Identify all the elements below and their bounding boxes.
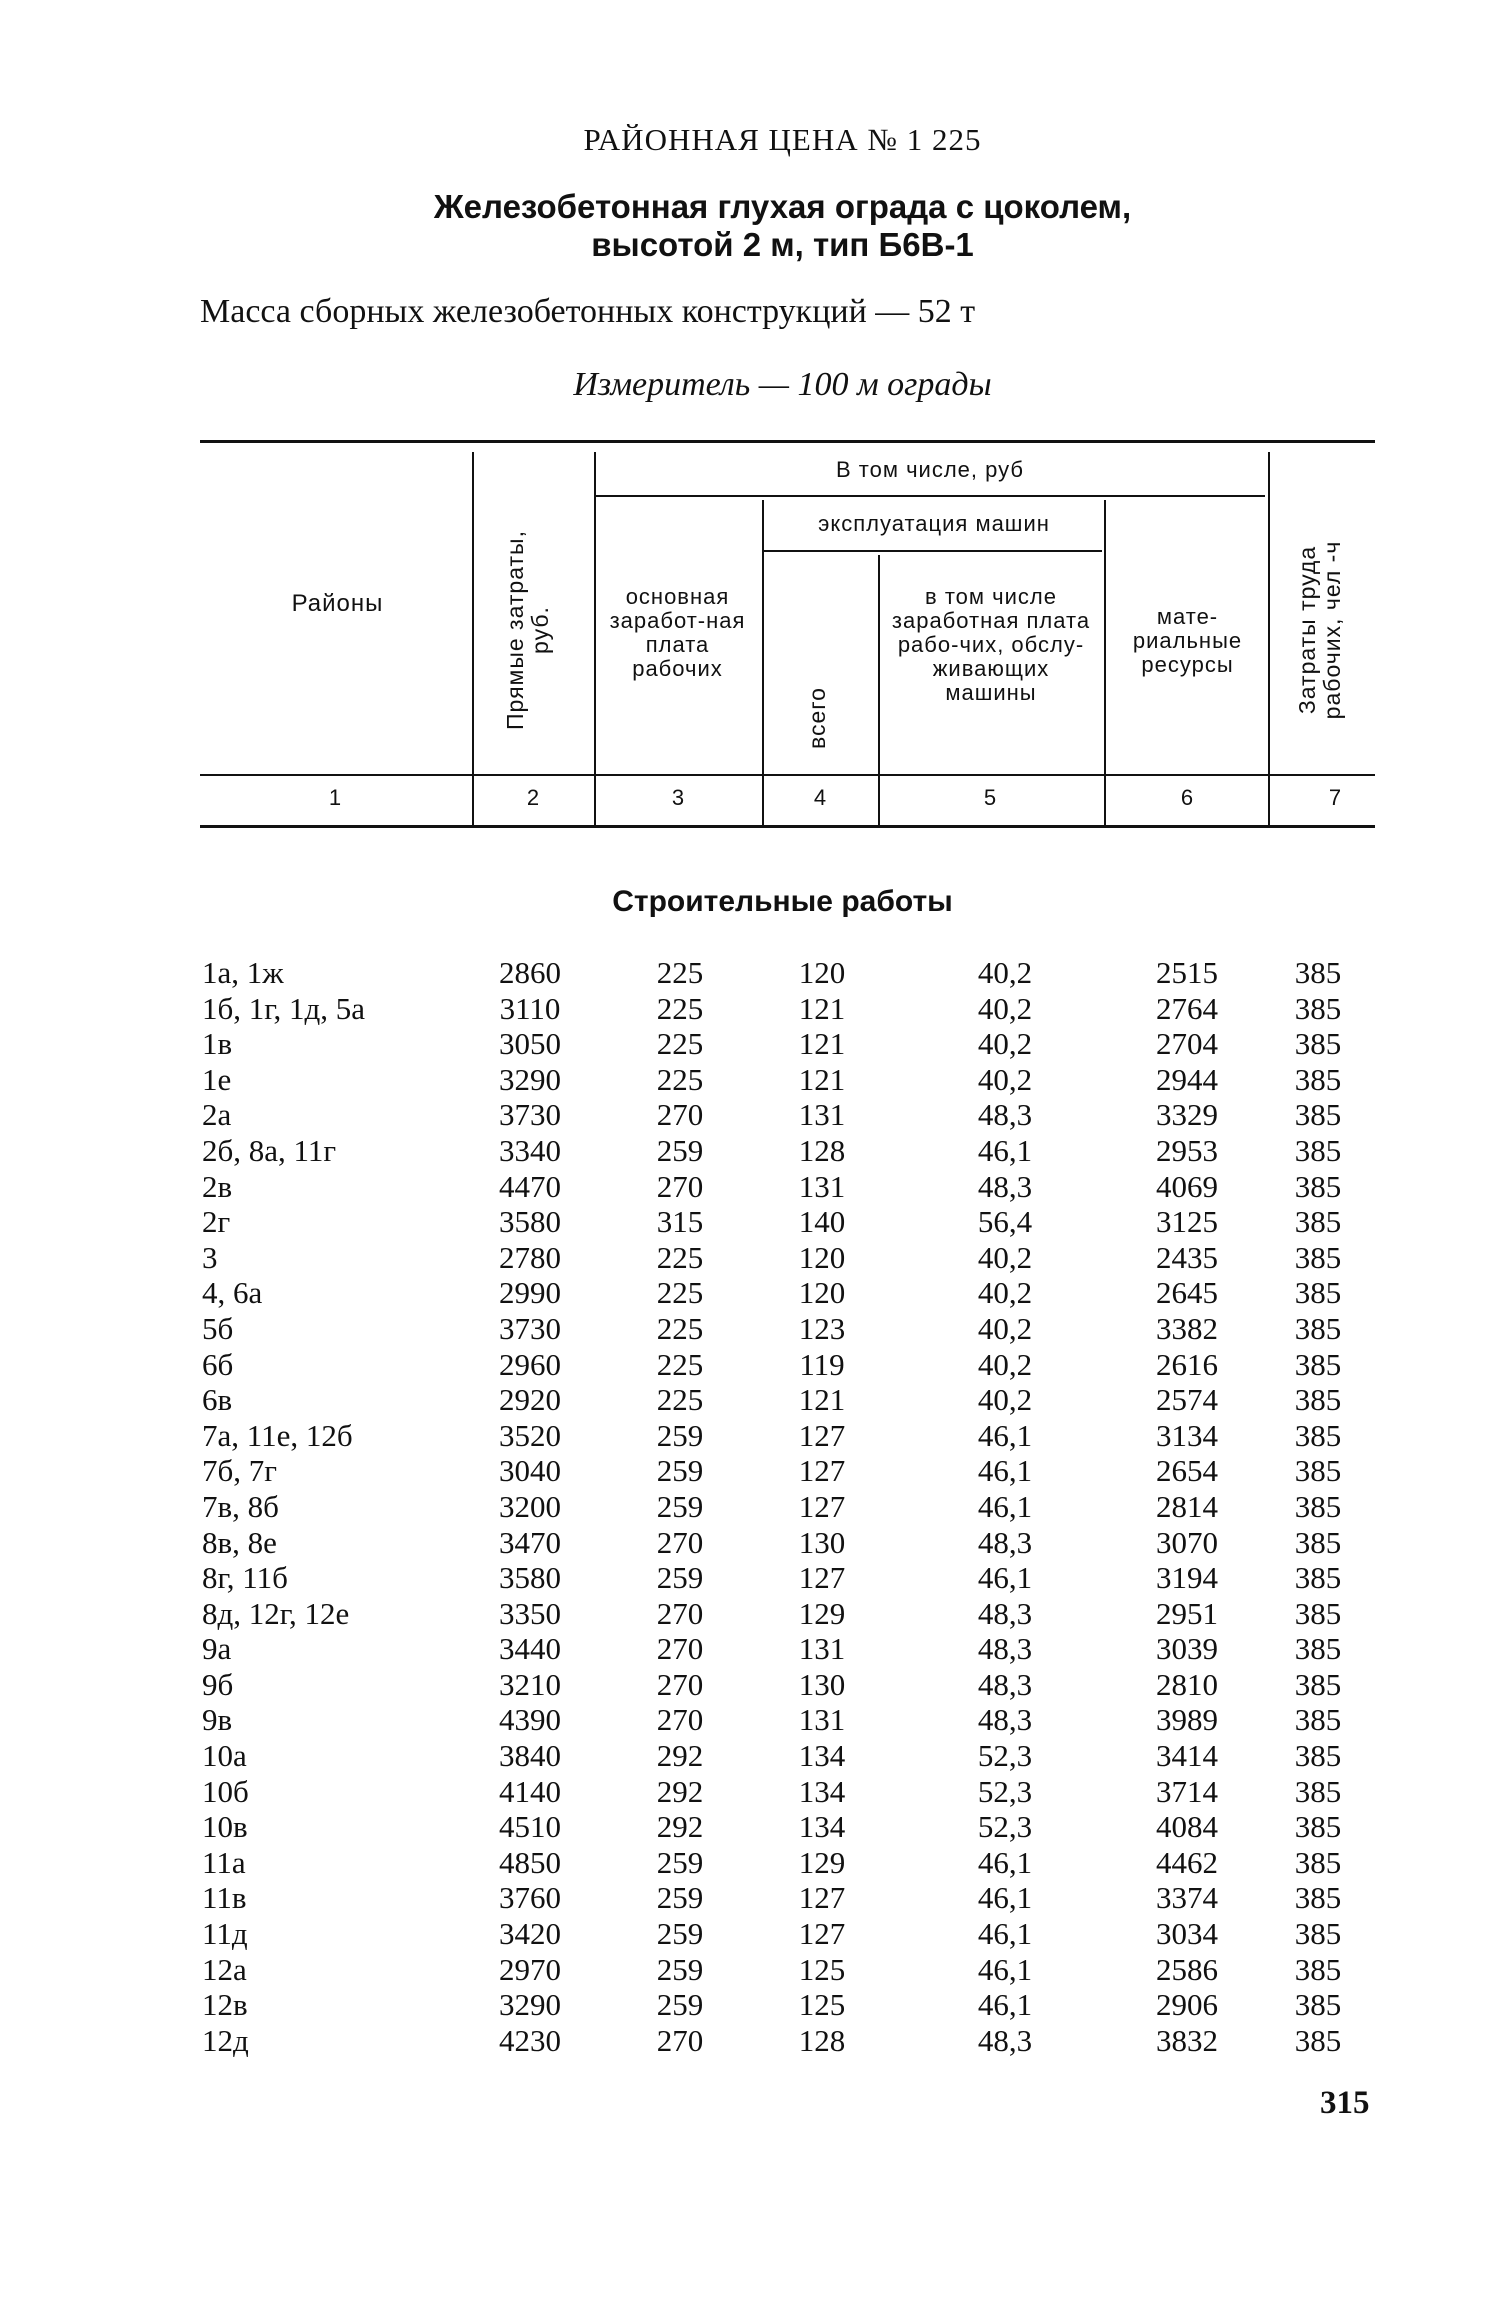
header-machines-total: всего (804, 687, 830, 749)
table-cell: 4510 (499, 1809, 561, 1845)
table-cell: 270 (656, 1097, 704, 1133)
table-cell: 121 (798, 1026, 846, 1062)
header-direct-costs: Прямые затраты, руб. (502, 530, 553, 730)
table-cell: 270 (656, 1702, 704, 1738)
table-cell: 4140 (499, 1773, 561, 1809)
col-number-4: 4 (813, 785, 827, 810)
table-cell: 10б (202, 1773, 249, 1809)
table-cell: 40,2 (977, 1382, 1033, 1418)
col-number-7: 7 (1328, 785, 1342, 810)
table-cell: 46,1 (977, 1916, 1033, 1952)
table-cell: 128 (798, 2022, 846, 2058)
numbers-bottom-rule (200, 825, 1375, 828)
col-divider-6 (1268, 452, 1270, 825)
table-cell: 46,1 (977, 1951, 1033, 1987)
table-cell: 385 (1294, 955, 1342, 990)
table-cell: 3070 (1156, 1524, 1218, 1560)
table-row (0, 1026, 1485, 1062)
table-row (0, 1845, 1485, 1881)
table-cell: 48,3 (977, 1595, 1033, 1631)
table-cell: 2435 (1156, 1239, 1218, 1275)
table-cell: 385 (1294, 1916, 1342, 1952)
table-row (0, 1738, 1485, 1774)
table-row (0, 1097, 1485, 1133)
table-cell: 3989 (1156, 1702, 1218, 1738)
table-cell: 40,2 (977, 1275, 1033, 1311)
table-cell: 48,3 (977, 1168, 1033, 1204)
table-cell: 48,3 (977, 2022, 1033, 2058)
table-cell: 270 (656, 1666, 704, 1702)
table-row (0, 2023, 1485, 2059)
table-cell: 56,4 (977, 1204, 1033, 1240)
table-row (0, 1525, 1485, 1561)
col-number-3: 3 (671, 785, 685, 810)
table-cell: 8д, 12г, 12е (202, 1595, 350, 1631)
table-cell: 8в, 8е (202, 1524, 277, 1560)
table-cell: 270 (656, 1524, 704, 1560)
table-cell: 12в (202, 1987, 248, 2023)
table-cell: 385 (1294, 990, 1342, 1026)
table-cell: 385 (1294, 1951, 1342, 1987)
machines-rule (762, 550, 1102, 552)
table-cell: 131 (798, 1168, 846, 1204)
table-cell: 4462 (1156, 1844, 1218, 1880)
table-row (0, 1311, 1485, 1347)
table-cell: 10а (202, 1738, 247, 1774)
header-bottom-rule (200, 774, 1375, 776)
table-cell: 270 (656, 2022, 704, 2058)
table-row (0, 1418, 1485, 1454)
table-cell: 2951 (1156, 1595, 1218, 1631)
table-cell: 4069 (1156, 1168, 1218, 1204)
table-cell: 3034 (1156, 1916, 1218, 1952)
table-cell: 7а, 11е, 12б (202, 1417, 353, 1453)
table-row (0, 1347, 1485, 1383)
table-cell: 385 (1294, 1346, 1342, 1382)
table-cell: 134 (798, 1738, 846, 1774)
table-cell: 40,2 (977, 1310, 1033, 1346)
table-row (0, 1489, 1485, 1525)
header-including: В том числе, руб (836, 457, 1024, 482)
table-cell: 121 (798, 1382, 846, 1418)
table-row (0, 1916, 1485, 1952)
table-cell: 2645 (1156, 1275, 1218, 1311)
table-cell: 259 (656, 1417, 704, 1453)
table-cell: 127 (798, 1916, 846, 1952)
table-cell: 131 (798, 1702, 846, 1738)
table-cell: 120 (798, 1239, 846, 1275)
table-row (0, 991, 1485, 1027)
table-cell: 3730 (499, 1310, 561, 1346)
table-cell: 2654 (1156, 1453, 1218, 1489)
table-cell: 48,3 (977, 1097, 1033, 1133)
table-cell: 259 (656, 1488, 704, 1524)
table-cell: 3420 (499, 1916, 561, 1952)
table-cell: 1в (202, 1026, 233, 1062)
table-cell: 2953 (1156, 1132, 1218, 1168)
table-cell: 3374 (1156, 1880, 1218, 1916)
table-row (0, 1596, 1485, 1632)
table-cell: 385 (1294, 1738, 1342, 1774)
page-number: 315 (1320, 2085, 1370, 2121)
col-number-2: 2 (526, 785, 540, 810)
table-cell: 129 (798, 1844, 846, 1880)
table-cell: 7б, 7г (202, 1453, 277, 1489)
table-cell: 385 (1294, 1132, 1342, 1168)
table-cell: 3050 (499, 1026, 561, 1062)
table-cell: 3194 (1156, 1560, 1218, 1596)
table-row (0, 1240, 1485, 1276)
table-cell: 3340 (499, 1132, 561, 1168)
including-rule (595, 495, 1265, 497)
table-cell: 10в (202, 1809, 248, 1845)
table-cell: 120 (798, 1275, 846, 1311)
table-cell: 225 (656, 1310, 704, 1346)
table-cell: 128 (798, 1132, 846, 1168)
table-cell: 3125 (1156, 1204, 1218, 1240)
table-cell: 259 (656, 1880, 704, 1916)
table-cell: 127 (798, 1488, 846, 1524)
table-cell: 2906 (1156, 1987, 1218, 2023)
col-divider-4 (878, 555, 880, 825)
table-cell: 259 (656, 1844, 704, 1880)
table-cell: 3290 (499, 1987, 561, 2023)
table-cell: 385 (1294, 1560, 1342, 1596)
table-top-rule (200, 440, 1375, 443)
col-number-6: 6 (1180, 785, 1194, 810)
table-cell: 4230 (499, 2022, 561, 2058)
table-cell: 225 (656, 1239, 704, 1275)
table-cell: 46,1 (977, 1880, 1033, 1916)
col-divider-5 (1104, 500, 1106, 825)
table-cell: 48,3 (977, 1702, 1033, 1738)
table-cell: 2814 (1156, 1488, 1218, 1524)
table-cell: 2а (202, 1097, 232, 1133)
table-row (0, 1987, 1485, 2023)
table-cell: 385 (1294, 2022, 1342, 2058)
table-cell: 46,1 (977, 1844, 1033, 1880)
table-cell: 125 (798, 1951, 846, 1987)
col-divider-2 (594, 452, 596, 825)
table-cell: 3580 (499, 1560, 561, 1596)
table-cell: 385 (1294, 1773, 1342, 1809)
table-cell: 52,3 (977, 1809, 1033, 1845)
table-body (0, 955, 1485, 2058)
table-cell: 12а (202, 1951, 247, 1987)
table-row (0, 1702, 1485, 1738)
table-cell: 259 (656, 1951, 704, 1987)
table-cell: 259 (656, 1453, 704, 1489)
table-cell: 385 (1294, 1987, 1342, 2023)
table-cell: 259 (656, 1560, 704, 1596)
table-cell: 292 (656, 1773, 704, 1809)
table-cell: 385 (1294, 1417, 1342, 1453)
table-cell: 3134 (1156, 1417, 1218, 1453)
table-cell: 46,1 (977, 1417, 1033, 1453)
table-cell: 46,1 (977, 1453, 1033, 1489)
table-cell: 2990 (499, 1275, 561, 1311)
table-cell: 2г (202, 1204, 231, 1240)
col-number-5: 5 (983, 785, 997, 810)
table-cell: 259 (656, 1132, 704, 1168)
table-cell: 3200 (499, 1488, 561, 1524)
table-cell: 131 (798, 1631, 846, 1667)
table-cell: 3110 (499, 990, 561, 1026)
table-row (0, 1133, 1485, 1169)
table-cell: 46,1 (977, 1560, 1033, 1596)
table-cell: 385 (1294, 1275, 1342, 1311)
header-labor: Затраты труда рабочих, чел -ч (1294, 540, 1345, 720)
table-cell: 7в, 8б (202, 1488, 279, 1524)
table-row (0, 1560, 1485, 1596)
table-cell: 2764 (1156, 990, 1218, 1026)
table-cell: 1а, 1ж (202, 955, 284, 990)
table-cell: 2810 (1156, 1666, 1218, 1702)
table-cell: 385 (1294, 1204, 1342, 1240)
table-cell: 3210 (499, 1666, 561, 1702)
table-cell: 225 (656, 990, 704, 1026)
header-regions: Районы (291, 590, 384, 617)
table-row (0, 1667, 1485, 1703)
table-cell: 2515 (1156, 955, 1218, 990)
table-cell: 40,2 (977, 1239, 1033, 1275)
measure-unit: Измеритель — 100 м ограды (573, 366, 992, 403)
table-cell: 259 (656, 1916, 704, 1952)
table-cell: 5б (202, 1310, 234, 1346)
table-row (0, 1382, 1485, 1418)
table-cell: 127 (798, 1560, 846, 1596)
table-cell: 40,2 (977, 955, 1033, 990)
table-cell: 3520 (499, 1417, 561, 1453)
table-row (0, 1631, 1485, 1667)
table-cell: 8г, 11б (202, 1560, 288, 1596)
table-cell: 385 (1294, 1168, 1342, 1204)
table-cell: 127 (798, 1417, 846, 1453)
table-cell: 2920 (499, 1382, 561, 1418)
col-number-1: 1 (328, 785, 342, 810)
table-cell: 225 (656, 1026, 704, 1062)
table-cell: 46,1 (977, 1132, 1033, 1168)
table-cell: 385 (1294, 1524, 1342, 1560)
table-cell: 385 (1294, 1880, 1342, 1916)
table-cell: 46,1 (977, 1987, 1033, 2023)
table-row (0, 1204, 1485, 1240)
table-cell: 131 (798, 1097, 846, 1133)
header-base-wage: основная заработ-ная плата рабочих (609, 584, 746, 681)
table-cell: 3470 (499, 1524, 561, 1560)
table-cell: 3714 (1156, 1773, 1218, 1809)
table-cell: 6в (202, 1382, 233, 1418)
table-cell: 48,3 (977, 1631, 1033, 1667)
table-cell: 3440 (499, 1631, 561, 1667)
table-cell: 385 (1294, 1310, 1342, 1346)
table-cell: 385 (1294, 1595, 1342, 1631)
table-cell: 40,2 (977, 1026, 1033, 1062)
table-cell: 3580 (499, 1204, 561, 1240)
table-cell: 4, 6а (202, 1275, 263, 1311)
table-cell: 385 (1294, 1844, 1342, 1880)
header-materials: мате-риальные ресурсы (1132, 604, 1243, 677)
col-divider-1 (472, 452, 474, 825)
table-cell: 270 (656, 1595, 704, 1631)
table-cell: 127 (798, 1880, 846, 1916)
price-number: РАЙОННАЯ ЦЕНА № 1 225 (583, 122, 982, 157)
table-cell: 3 (202, 1239, 218, 1275)
table-cell: 127 (798, 1453, 846, 1489)
table-cell: 225 (656, 1346, 704, 1382)
table-cell: 385 (1294, 1666, 1342, 1702)
section-title: Строительные работы (612, 885, 953, 918)
table-cell: 130 (798, 1524, 846, 1560)
table-row (0, 1809, 1485, 1845)
table-cell: 385 (1294, 1382, 1342, 1418)
table-cell: 385 (1294, 1809, 1342, 1845)
table-cell: 385 (1294, 1453, 1342, 1489)
table-cell: 385 (1294, 1061, 1342, 1097)
table-cell: 3414 (1156, 1738, 1218, 1774)
table-cell: 2860 (499, 955, 561, 990)
table-cell: 11в (202, 1880, 247, 1916)
table-cell: 4850 (499, 1844, 561, 1880)
table-row (0, 1275, 1485, 1311)
table-cell: 2780 (499, 1239, 561, 1275)
table-cell: 225 (656, 1382, 704, 1418)
table-row (0, 1880, 1485, 1916)
table-cell: 2944 (1156, 1061, 1218, 1097)
table-cell: 385 (1294, 1488, 1342, 1524)
table-cell: 385 (1294, 1097, 1342, 1133)
table-cell: 48,3 (977, 1524, 1033, 1560)
mass-statement: Масса сборных железобетонных конструкций — 52 т (200, 293, 976, 330)
table-cell: 46,1 (977, 1488, 1033, 1524)
table-cell: 292 (656, 1738, 704, 1774)
table-cell: 225 (656, 955, 704, 990)
table-cell: 4390 (499, 1702, 561, 1738)
table-cell: 6б (202, 1346, 234, 1382)
table-cell: 134 (798, 1809, 846, 1845)
table-cell: 40,2 (977, 1346, 1033, 1382)
table-cell: 3382 (1156, 1310, 1218, 1346)
table-cell: 2574 (1156, 1382, 1218, 1418)
document-title-line-2: высотой 2 м, тип Б6В-1 (591, 226, 974, 263)
table-cell: 2960 (499, 1346, 561, 1382)
table-cell: 385 (1294, 1026, 1342, 1062)
table-cell: 3290 (499, 1061, 561, 1097)
table-cell: 259 (656, 1987, 704, 2023)
table-cell: 129 (798, 1595, 846, 1631)
table-cell: 123 (798, 1310, 846, 1346)
table-cell: 2704 (1156, 1026, 1218, 1062)
table-cell: 2в (202, 1168, 233, 1204)
table-cell: 52,3 (977, 1738, 1033, 1774)
table-cell: 119 (799, 1346, 845, 1382)
table-cell: 3730 (499, 1097, 561, 1133)
table-cell: 1е (202, 1061, 232, 1097)
table-cell: 2586 (1156, 1951, 1218, 1987)
table-cell: 3039 (1156, 1631, 1218, 1667)
header-machine-operation: эксплуатация машин (818, 511, 1050, 536)
table-cell: 134 (798, 1773, 846, 1809)
document-title-line-1: Железобетонная глухая ограда с цоколем, (433, 188, 1132, 225)
table-row (0, 955, 1485, 991)
table-cell: 4084 (1156, 1809, 1218, 1845)
table-cell: 3832 (1156, 2022, 1218, 2058)
table-cell: 3840 (499, 1738, 561, 1774)
table-cell: 130 (798, 1666, 846, 1702)
table-row (0, 1062, 1485, 1098)
table-cell: 40,2 (977, 990, 1033, 1026)
table-row (0, 1774, 1485, 1810)
table-cell: 12д (202, 2022, 249, 2058)
table-cell: 4470 (499, 1168, 561, 1204)
table-cell: 270 (656, 1168, 704, 1204)
table-cell: 385 (1294, 1239, 1342, 1275)
table-cell: 40,2 (977, 1061, 1033, 1097)
table-cell: 9а (202, 1631, 232, 1667)
table-cell: 385 (1294, 1631, 1342, 1667)
table-cell: 3329 (1156, 1097, 1218, 1133)
table-cell: 52,3 (977, 1773, 1033, 1809)
table-cell: 3760 (499, 1880, 561, 1916)
table-cell: 2970 (499, 1951, 561, 1987)
table-cell: 2б, 8а, 11г (202, 1132, 337, 1168)
table-cell: 48,3 (977, 1666, 1033, 1702)
header-incl-wage: в том числе заработная плата рабо-чих, обслу-живающих машины (891, 584, 1091, 705)
col-divider-3 (762, 500, 764, 825)
table-cell: 11д (202, 1916, 248, 1952)
table-cell: 3350 (499, 1595, 561, 1631)
table-cell: 121 (798, 990, 846, 1026)
table-cell: 292 (656, 1809, 704, 1845)
table-cell: 385 (1294, 1702, 1342, 1738)
table-cell: 225 (656, 1275, 704, 1311)
table-cell: 225 (656, 1061, 704, 1097)
table-cell: 9в (202, 1702, 233, 1738)
table-row (0, 1169, 1485, 1205)
table-cell: 1б, 1г, 1д, 5а (202, 990, 366, 1026)
table-cell: 315 (656, 1204, 704, 1240)
table-cell: 9б (202, 1666, 234, 1702)
table-cell: 2616 (1156, 1346, 1218, 1382)
table-cell: 140 (798, 1204, 846, 1240)
table-cell: 120 (798, 955, 846, 990)
table-row (0, 1952, 1485, 1988)
table-row (0, 1453, 1485, 1489)
table-cell: 11а (202, 1844, 246, 1880)
table-cell: 121 (798, 1061, 846, 1097)
table-cell: 3040 (499, 1453, 561, 1489)
table-cell: 270 (656, 1631, 704, 1667)
table-cell: 125 (798, 1987, 846, 2023)
